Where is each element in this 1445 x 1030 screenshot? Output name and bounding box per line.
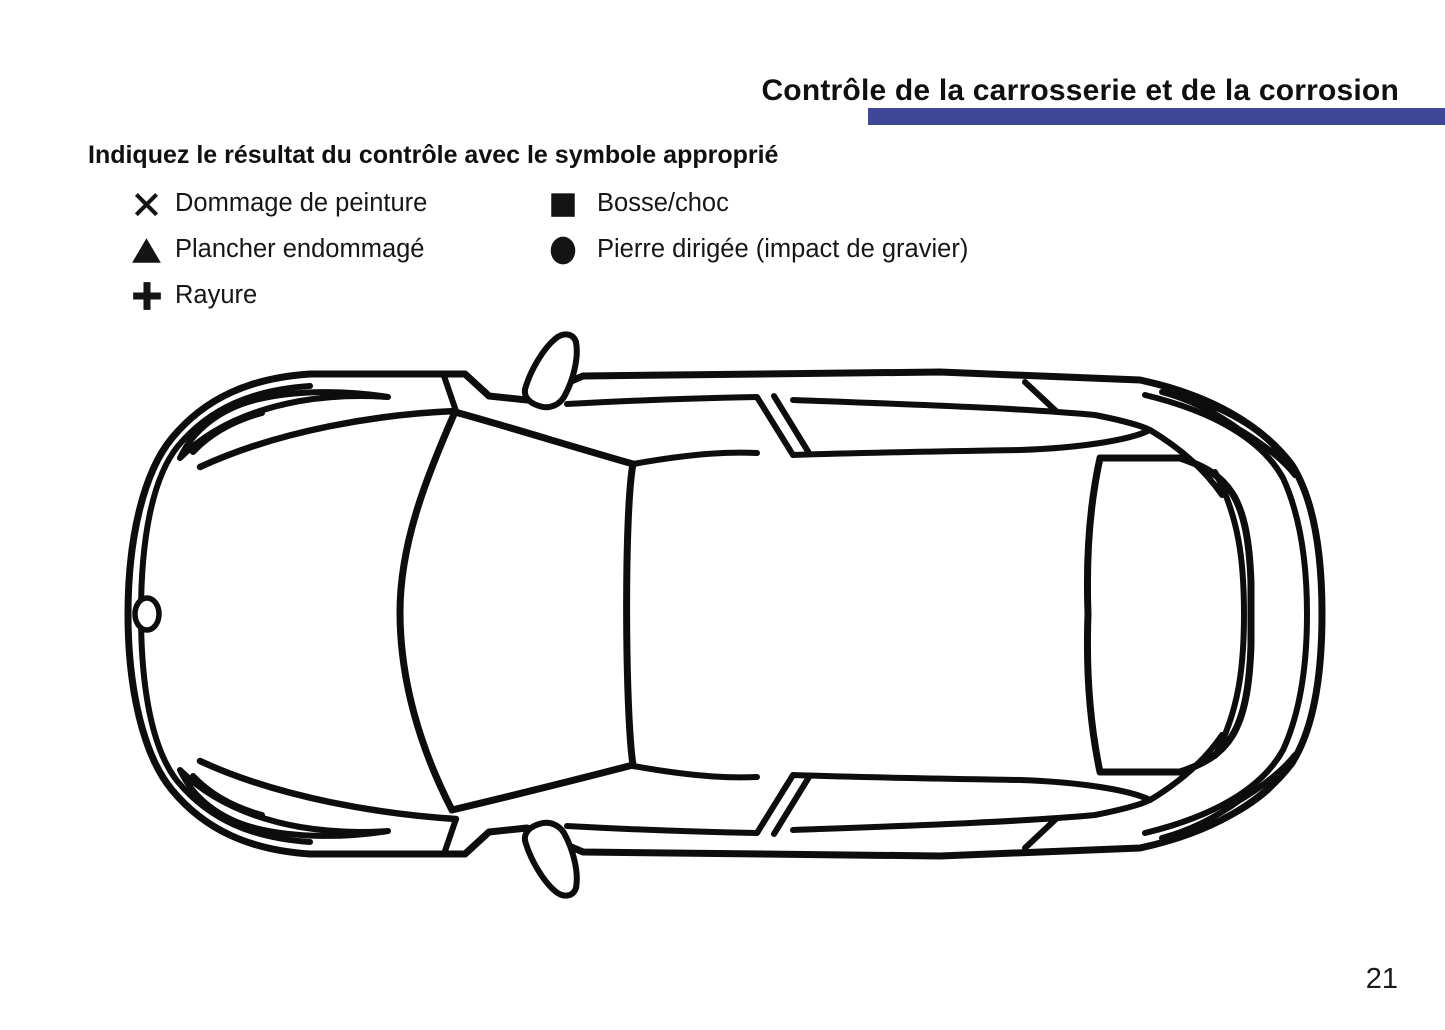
a-pillar-lines [444, 376, 456, 854]
car-body-outline [128, 372, 1322, 856]
windshield [400, 412, 633, 810]
taillight-lower [1162, 755, 1295, 838]
mirror-lower [525, 823, 577, 896]
instruction-text: Indiquez le résultat du contrôle avec le symbole approprié [88, 141, 779, 169]
legend-label-floor-damage: Plancher endommagé [175, 235, 425, 263]
hood-cowl-lines [200, 411, 456, 819]
legend-label-scratch: Rayure [175, 281, 258, 309]
page-title: Contrôle de la carrosserie et de la corrosion [761, 74, 1399, 107]
side-window-lines-upper [567, 382, 1222, 495]
mirror-upper [525, 334, 577, 407]
legend-label-dent: Bosse/choc [597, 189, 729, 217]
legend-label-stone-chip: Pierre dirigée (impact de gravier) [597, 235, 969, 263]
legend-label-paint-damage: Dommage de peinture [175, 189, 428, 217]
side-window-lines-lower [567, 735, 1222, 848]
front-emblem [135, 598, 159, 630]
page-number: 21 [1365, 963, 1398, 995]
